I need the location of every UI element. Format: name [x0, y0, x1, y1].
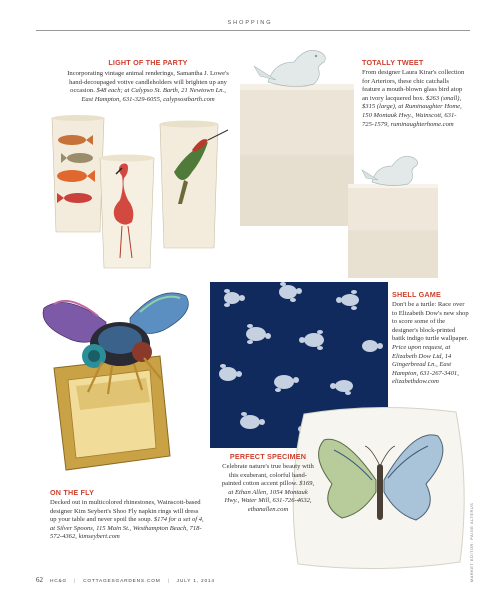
- footer-separator: |: [74, 579, 77, 584]
- fly-article: [50, 488, 204, 542]
- fish-candleholder: [52, 115, 104, 232]
- large-lacquered-box: [240, 84, 354, 226]
- tweet-details: $263 (small), $315 (large), at Ruminaughter Home, 150 Montauk Hwy., Wainscott, 631-725-1579, ruminaughterhome.com: [362, 94, 462, 128]
- publication-name: HC&G: [50, 579, 68, 584]
- tweet-article: [362, 58, 468, 129]
- fly-text: [50, 499, 204, 542]
- page-number: 62: [36, 576, 43, 584]
- party-body: Incorporating vintage animal renderings, Samantha J. Lowe's hand-decoupaged votive candleholders will brighten up any occasion.: [67, 70, 229, 95]
- shell-article: [392, 290, 470, 387]
- shell-text: [392, 301, 470, 387]
- party-title: LIGHT OF THE PARTY: [108, 58, 188, 67]
- party-article: [64, 58, 232, 104]
- tweet-body: From designer Laura Kirar's collection for Arteriors, these chic catchalls feature a mouth-blown glass bird atop an ivory lacquered box.: [362, 69, 465, 102]
- large-glass-bird: [254, 50, 325, 86]
- party-text: [64, 70, 232, 104]
- shell-body: Don't be a turtle: Race over to Elizabeth Dow's new shop to score some of the designer's block-printed batik indigo turtle wallpaper.: [392, 301, 469, 343]
- party-details: $48 each; at Calypso St. Barth, 21 Newtown Ln., East Hampton, 631-329-6055, calypsostbarth.com: [81, 87, 226, 103]
- small-glass-bird: [362, 156, 418, 185]
- fly-napkin-ring-image: [36, 282, 206, 482]
- publication-website: COTTAGESGARDENS.COM: [83, 579, 161, 584]
- fly-body: Decked out in multicolored rhinestones, Wainscott-based designer Kim Seybert's Shoo Fly napkin rings will dress up your table and never spoil the soup.: [50, 499, 201, 524]
- issue-date: JULY 1, 2014: [176, 579, 215, 584]
- hummingbird-candleholder: [160, 121, 228, 249]
- small-lacquered-box: [348, 184, 438, 278]
- specimen-title: PERFECT SPECIMEN: [229, 452, 307, 461]
- specimen-text: [220, 463, 316, 515]
- footer-separator-2: |: [167, 579, 170, 584]
- specimen-body: Celebrate nature's true beauty with this exuberant, colorful hand-painted cotton accent pillow.: [221, 463, 314, 488]
- fly-details: $174 for a set of 4, at Silver Spoons, 115 Main St., Westhampton Beach, 718-572-4362, kimseybert.com: [50, 516, 204, 541]
- flamingo-candleholder: [100, 155, 154, 269]
- candleholders-image: [42, 110, 232, 270]
- header-rule: [36, 30, 470, 31]
- market-editor-credit: MARKET EDITOR: PAIGE ALTERUS: [470, 502, 474, 582]
- specimen-details: $169, at Ethan Allen, 1054 Montauk Hwy., Water Mill, 631-726-4632, ethanallen.com: [224, 480, 315, 513]
- section-label: SHOPPING: [227, 20, 273, 26]
- specimen-article: [220, 452, 316, 515]
- tweet-title: TOTALLY TWEET: [362, 58, 424, 67]
- shell-details: Price upon request, at Elizabeth Dow Ltd, 14 Gingerbread Ln., East Hampton, 631-267-3401, elizabethdow.com: [392, 343, 459, 386]
- fly-title: ON THE FLY: [50, 488, 95, 497]
- tweet-text: [362, 69, 468, 129]
- page-footer: [36, 576, 215, 584]
- shell-title: SHELL GAME: [392, 290, 441, 299]
